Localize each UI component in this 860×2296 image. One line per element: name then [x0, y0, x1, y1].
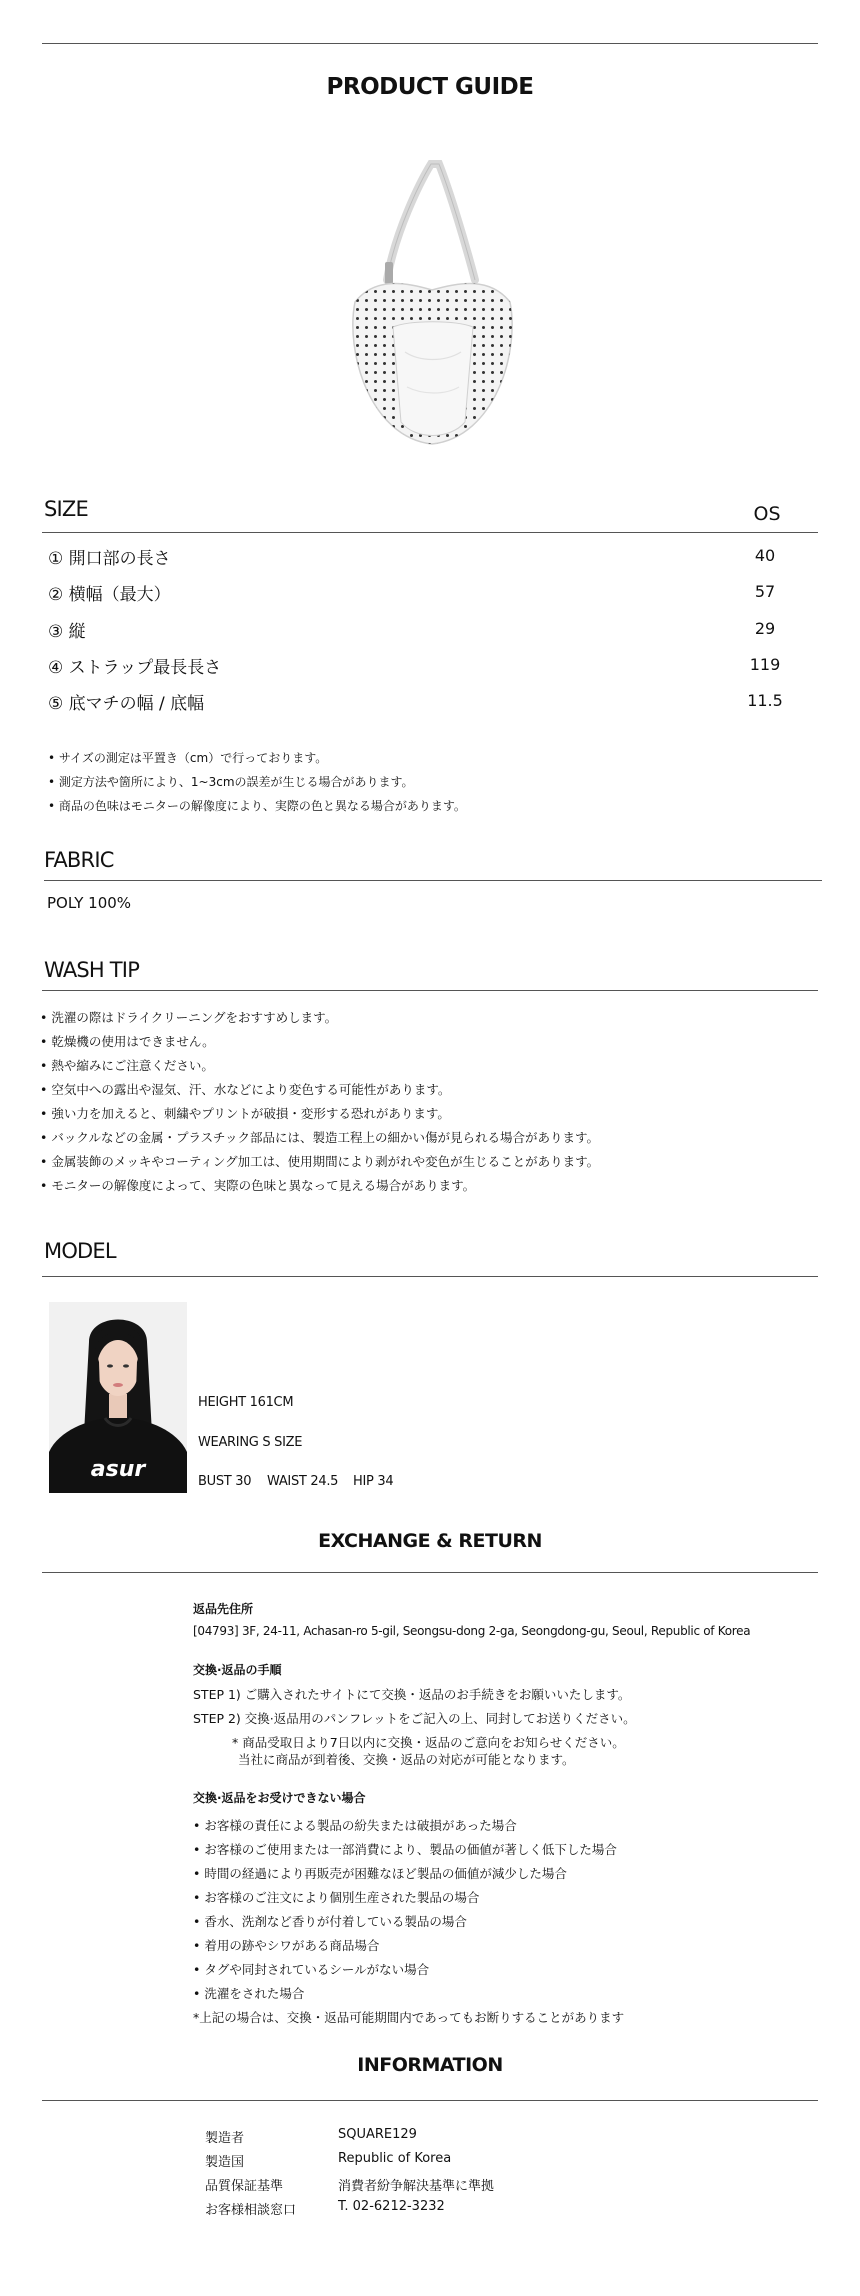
wash-tip-section-title: WASH TIP: [44, 958, 140, 982]
model-bust: BUST 30: [198, 1474, 252, 1489]
model-section-title: MODEL: [44, 1239, 116, 1263]
non-returnable-item: • 着用の跡やシワがある商品場合: [193, 1938, 380, 1953]
wash-tip-item: • 熱や縮みにご注意ください。: [40, 1058, 214, 1073]
model-height: HEIGHT 161CM: [198, 1395, 294, 1410]
fabric-value: POLY 100%: [47, 894, 132, 912]
info-label: お客様相談窓口: [205, 2203, 297, 2218]
size-row-label: ② 横幅（最大）: [48, 585, 171, 605]
model-wearing: WEARING S SIZE: [198, 1435, 303, 1450]
size-row-value: 11.5: [747, 691, 783, 710]
fabric-divider: [44, 880, 822, 881]
model-shirt-print: asur: [90, 1457, 146, 1482]
size-section-title: SIZE: [44, 497, 88, 521]
size-row-value: 40: [754, 546, 776, 565]
wash-tip-item: • バックルなどの金属・プラスチック部品には、製造工程上の細かい傷が見られる場合があります。: [40, 1130, 599, 1145]
size-row-label: ⑤ 底マチの幅 / 底幅: [48, 694, 205, 714]
non-returnable-item: • 洗濯をされた場合: [193, 1986, 305, 2001]
non-returnable-item: • お客様のご使用または一部消費により、製品の価値が著しく低下した場合: [193, 1842, 617, 1857]
size-row-value: 29: [754, 619, 776, 638]
size-row-label: ③ 縦: [48, 622, 86, 642]
exchange-return-title: EXCHANGE & RETURN: [318, 1530, 542, 1552]
size-row-value: 57: [754, 582, 776, 601]
wash-tip-item: • 乾燥機の使用はできません。: [40, 1034, 215, 1049]
non-returnable-item: • お客様のご注文により個別生産された製品の場合: [193, 1890, 480, 1905]
info-label: 品質保証基準: [205, 2179, 284, 2194]
return-step-1: STEP 1) ご購入されたサイトにて交換・返品のお手続きをお願いいたします。: [193, 1687, 631, 1702]
model-photo: [49, 1302, 187, 1493]
exchange-divider: [42, 1572, 818, 1573]
non-returnable-item: • タグや同封されているシールがない場合: [193, 1962, 430, 1977]
size-divider: [42, 532, 818, 533]
non-returnable-item: • お客様の責任による製品の紛失または破損があった場合: [193, 1818, 517, 1833]
fabric-section-title: FABRIC: [44, 848, 114, 872]
return-step-2-note: 当社に商品が到着後、交換・返品の対応が可能となります。: [238, 1752, 575, 1767]
information-title: INFORMATION: [357, 2054, 503, 2076]
information-divider: [42, 2100, 818, 2101]
wash-tip-item: • 強い力を加えると、刺繍やプリントが破損・変形する恐れがあります。: [40, 1106, 450, 1121]
product-bag-image: [335, 152, 530, 452]
non-returnable-footnote: *上記の場合は、交換・返品可能期間内であってもお断りすることがあります: [193, 2010, 625, 2025]
info-value: Republic of Korea: [338, 2151, 452, 2166]
return-step-2: STEP 2) 交換·返品用のパンフレットをご記入の上、同封してお送りください。: [193, 1711, 636, 1726]
wash-tip-item: • 金属装飾のメッキやコーティング加工は、使用期間により剥がれや変色が生じることがあります。: [40, 1154, 600, 1169]
info-value: T. 02-6212-3232: [338, 2199, 445, 2214]
size-row-value: 119: [749, 655, 781, 674]
product-guide-title: PRODUCT GUIDE: [326, 74, 534, 100]
non-returnable-item: • 時間の経過により再販売が困難なほど製品の価値が減少した場合: [193, 1866, 567, 1881]
wash-tip-item: • 洗濯の際はドライクリーニングをおすすめします。: [40, 1010, 338, 1025]
return-step-2-note: * 商品受取日より7日以内に交換・返品のご意向をお知らせください。: [232, 1735, 625, 1750]
return-address-heading: 返品先住所: [193, 1602, 254, 1616]
return-procedure-heading: 交換·返品の手順: [193, 1663, 282, 1677]
wash-tip-divider: [42, 990, 818, 991]
size-row-label: ④ ストラップ最長長さ: [48, 658, 222, 678]
model-waist: WAIST 24.5: [267, 1474, 339, 1489]
model-hip: HIP 34: [353, 1474, 394, 1489]
info-value: SQUARE129: [338, 2127, 417, 2142]
info-value: 消費者紛争解決基準に準拠: [338, 2179, 495, 2194]
wash-tip-item: • 空気中への露出や湿気、汗、水などにより変色する可能性があります。: [40, 1082, 451, 1097]
return-address: [04793] 3F, 24-11, Achasan-ro 5-gil, Seongsu-dong 2-ga, Seongdong-gu, Seoul, Republic of Korea: [193, 1624, 751, 1638]
size-row-label: ① 開口部の長さ: [48, 549, 171, 569]
model-divider: [42, 1276, 818, 1277]
size-note: • 商品の色味はモニターの解像度により、実際の色と異なる場合があります。: [48, 799, 466, 813]
info-label: 製造者: [205, 2131, 245, 2146]
wash-tip-item: • モニターの解像度によって、実際の色味と異なって見える場合があります。: [40, 1178, 476, 1193]
size-note: • 測定方法や箇所により、1~3cmの誤差が生じる場合があります。: [48, 775, 414, 789]
size-note: • サイズの測定は平置き（cm）で行っております。: [48, 751, 328, 765]
non-returnable-heading: 交換·返品をお受けできない場合: [193, 1791, 366, 1805]
non-returnable-item: • 香水、洗剤など香りが付着している製品の場合: [193, 1914, 467, 1929]
top-divider: [42, 43, 818, 44]
size-column-header: OS: [753, 503, 781, 525]
info-label: 製造国: [205, 2155, 245, 2170]
